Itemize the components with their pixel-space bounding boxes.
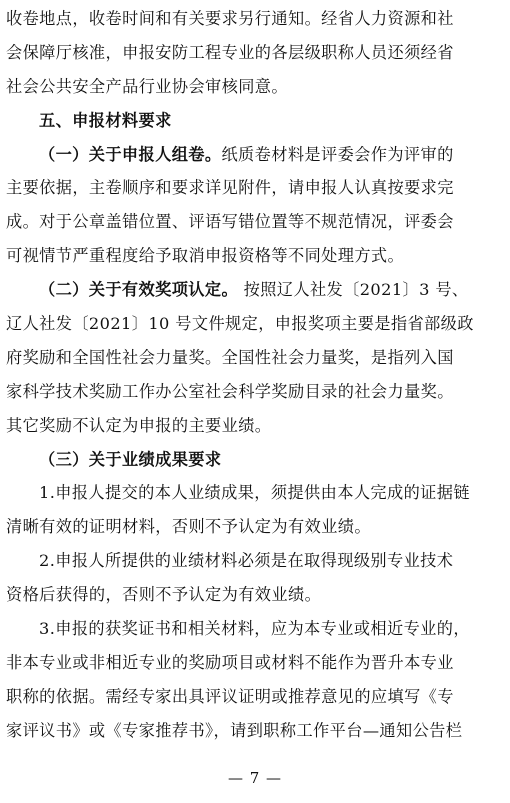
line-text: 清晰有效的证明材料，否则不予认定为有效业绩。: [6, 517, 371, 537]
text-line: [6, 612, 502, 646]
document-body: [6, 2, 502, 748]
text-line: [6, 205, 502, 239]
line-text: 纸质卷材料是评委会作为评审的: [221, 144, 454, 164]
line-text: 社会公共安全产品行业协会审核同意。: [6, 76, 288, 96]
text-line: [6, 341, 502, 375]
line-text: 收卷地点，收卷时间和有关要求另行通知。经省人力资源和社: [6, 9, 454, 28]
text-line: [6, 544, 502, 578]
text-line: [6, 138, 502, 172]
line-text: 家评议书》或《专家推荐书》，请到职称工作平台—通知公告栏: [6, 720, 463, 740]
text-line: [6, 409, 502, 443]
line-text: 1.申报人提交的本人业绩成果，须提供由本人完成的证据链: [39, 483, 470, 503]
line-text: 五、申报材料要求: [39, 110, 172, 130]
text-line: [6, 646, 502, 680]
subsection-title: （一）关于申报人组卷。: [39, 144, 222, 164]
line-text: 其它奖励不认定为申报的主要业绩。: [6, 415, 272, 435]
line-text: 资格后获得的，否则不予认定为有效业绩。: [6, 585, 322, 605]
text-line: [6, 680, 502, 714]
text-line: [6, 714, 502, 748]
line-text: 会保障厅核准，申报安防工程专业的各层级职称人员还须经省: [6, 42, 454, 62]
text-line: [6, 36, 502, 70]
line-text: 家科学技术奖励工作办公室社会科学奖励目录的社会力量奖。: [6, 381, 454, 401]
line-text: 2.申报人所提供的业绩材料必须是在取得现级别专业技术: [39, 551, 454, 571]
text-line: [6, 578, 502, 612]
line-text: 非本专业或非相近专业的奖励项目或材料不能作为晋升本专业: [6, 652, 454, 672]
text-line: [6, 2, 502, 36]
line-text: 可视情节严重程度给予取消申报资格等不同处理方式。: [6, 246, 405, 266]
line-text: 3.申报的获奖证书和相关材料，应为本专业或相近专业的，: [39, 619, 470, 639]
text-line: [6, 171, 502, 205]
text-line: [6, 70, 502, 104]
text-line: [6, 476, 502, 510]
text-line: [6, 273, 502, 307]
subsection-title: （三）关于业绩成果要求: [39, 449, 222, 469]
line-text: 主要依据，主卷顺序和要求详见附件，请申报人认真按要求完: [6, 178, 454, 198]
page-number: — 7 —: [227, 769, 283, 787]
line-text: 成。对于公章盖错位置、评语写错位置等不规范情况，评委会: [6, 212, 454, 232]
line-text: 职称的依据。需经专家出具评议证明或推荐意见的应填写《专: [6, 686, 454, 706]
text-line: [6, 443, 502, 477]
text-line: [6, 239, 502, 273]
line-text: 按照辽人社发〔2021〕3 号、: [238, 280, 469, 300]
line-text: 辽人社发〔2021〕10 号文件规定，申报奖项主要是指省部级政: [6, 314, 474, 334]
text-line: [6, 375, 502, 409]
section-heading: [6, 104, 502, 138]
line-text: 府奖励和全国性社会力量奖。全国性社会力量奖，是指列入国: [6, 347, 454, 367]
text-line: [6, 307, 502, 341]
text-line: [6, 510, 502, 544]
subsection-title: （二）关于有效奖项认定。: [39, 280, 239, 300]
